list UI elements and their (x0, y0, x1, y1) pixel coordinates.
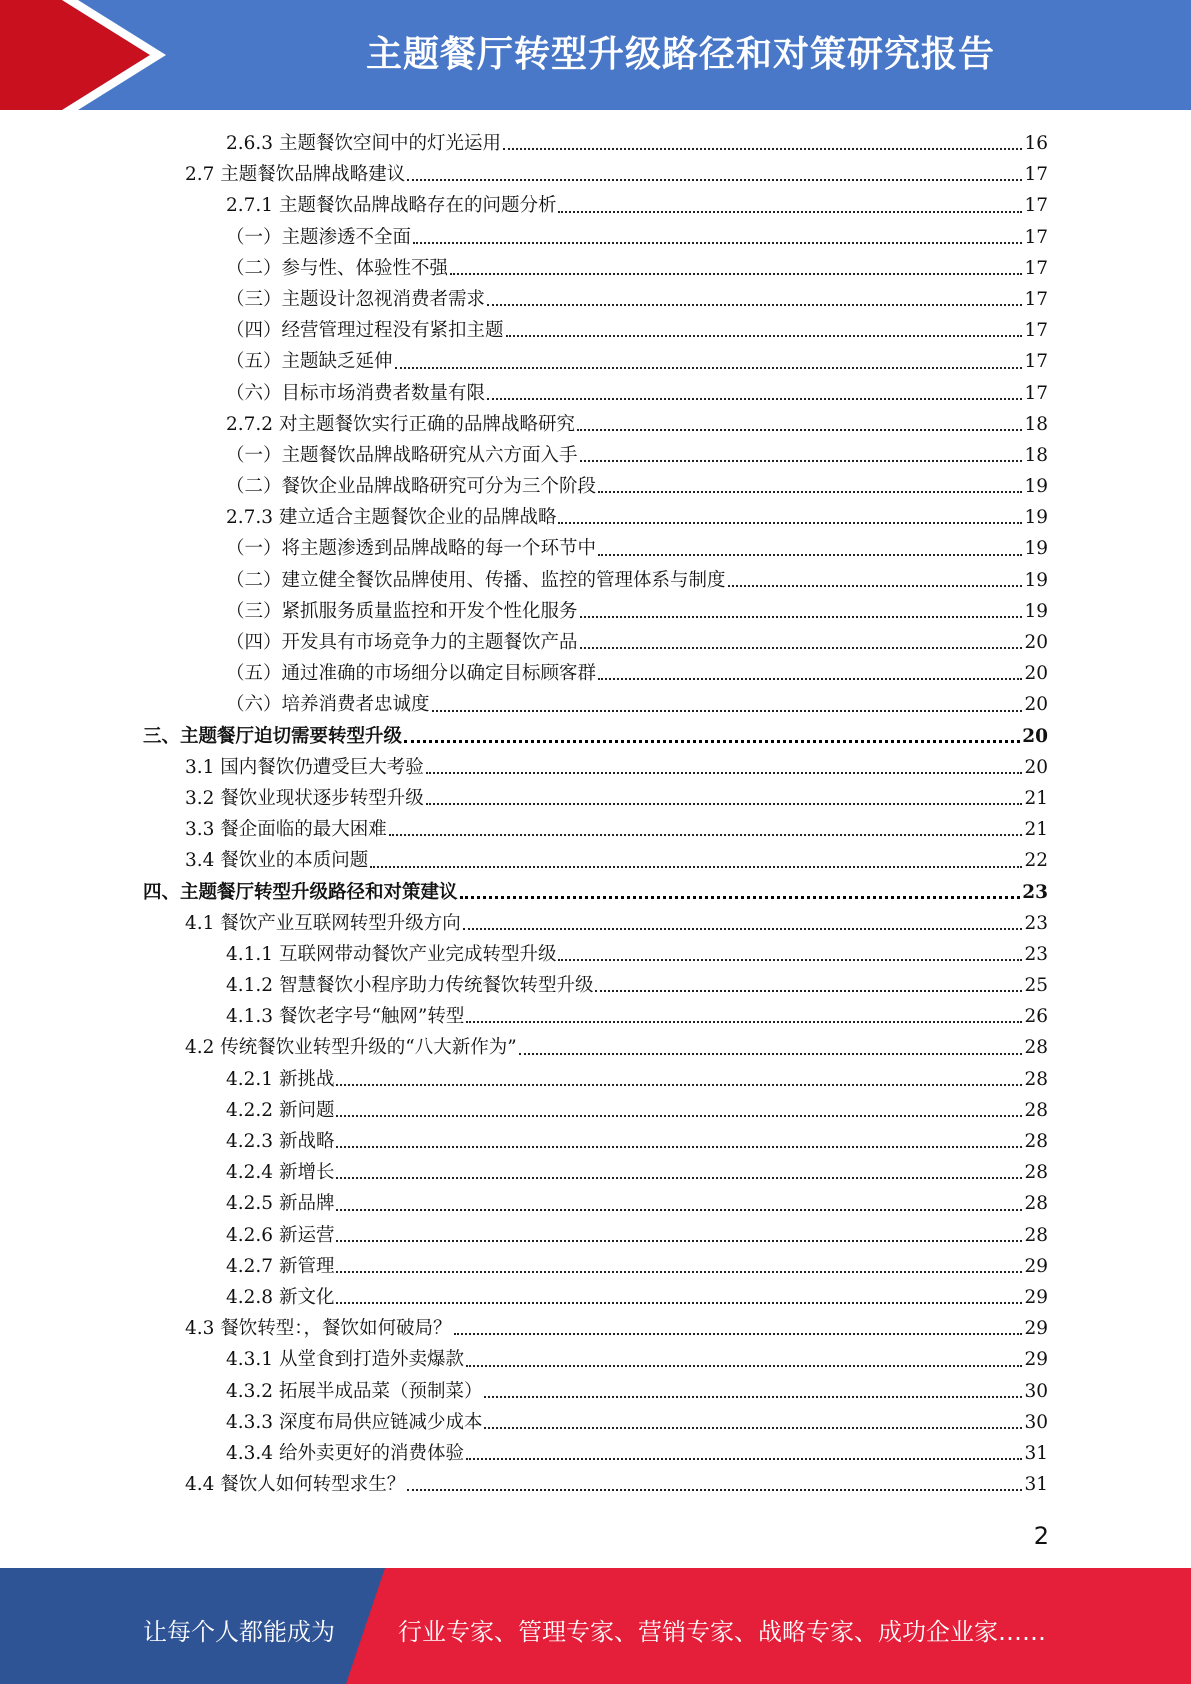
toc-dot-leader (506, 334, 1023, 337)
toc-dot-leader (466, 1457, 1022, 1460)
toc-entry-page: 23 (1024, 912, 1048, 934)
toc-entry-label: （一）主题餐饮品牌战略研究从六方面入手 (226, 444, 578, 466)
toc-entry-label: 4.2.7 新管理 (226, 1255, 335, 1277)
toc-entry-label: 2.6.3 主题餐饮空间中的灯光运用 (226, 133, 501, 154)
toc-dot-leader (487, 397, 1022, 400)
toc-dot-leader (413, 241, 1022, 244)
toc-dot-leader (580, 615, 1023, 618)
toc-entry[interactable] (0, 284, 1048, 315)
toc-entry-page: 28 (1024, 1068, 1048, 1090)
toc-entry[interactable] (0, 409, 1048, 440)
toc-entry-label: （六）目标市场消费者数量有限 (226, 382, 486, 404)
toc-entry-label: 4.2.3 新战略 (226, 1131, 335, 1152)
toc-dot-leader (484, 1395, 1022, 1398)
toc-entry-page: 18 (1024, 413, 1048, 435)
toc-entry-page: 17 (1024, 382, 1048, 404)
toc-dot-leader (728, 584, 1023, 587)
toc-entry-page: 17 (1024, 351, 1048, 373)
toc-entry[interactable] (0, 1344, 1048, 1375)
toc-dot-leader (558, 521, 1022, 524)
toc-entry[interactable] (0, 502, 1048, 533)
page-header (0, 0, 1191, 110)
toc-dot-leader (598, 553, 1022, 556)
toc-dot-leader (487, 303, 1022, 306)
toc-entry-page: 18 (1024, 444, 1048, 466)
toc-entry-label: 2.7 主题餐饮品牌战略建议 (185, 164, 406, 186)
toc-entry-label: 4.2.1 新挑战 (226, 1068, 335, 1090)
toc-entry-label: （四）经营管理过程没有紧扣主题 (226, 320, 504, 342)
toc-entry[interactable] (0, 253, 1048, 284)
toc-entry[interactable] (0, 1157, 1048, 1188)
toc-dot-leader (407, 1488, 1022, 1491)
toc-dot-leader (336, 1176, 1022, 1179)
toc-entry-page: 23 (1022, 881, 1048, 903)
toc-entry-label: 4.1.2 智慧餐饮小程序助力传统餐饮转型升级 (226, 975, 594, 997)
toc-entry-label: （五）主题缺乏延伸 (226, 351, 393, 373)
toc-entry[interactable] (0, 752, 1048, 783)
toc-entry[interactable] (0, 1001, 1048, 1032)
toc-dot-leader (336, 1145, 1022, 1148)
toc-entry-label: 2.7.2 对主题餐饮实行正确的品牌战略研究 (226, 413, 575, 435)
toc-entry-label: 4.2.2 新问题 (226, 1099, 335, 1121)
toc-entry-label: 4.2.5 新品牌 (226, 1193, 335, 1215)
toc-entry-page: 29 (1024, 1318, 1048, 1340)
toc-entry[interactable] (0, 1095, 1048, 1126)
toc-entry[interactable] (0, 1188, 1048, 1219)
toc-dot-leader (519, 1052, 1023, 1055)
toc-dot-leader (404, 739, 1020, 743)
toc-entry-page: 28 (1024, 1037, 1048, 1059)
toc-dot-leader (466, 1020, 1022, 1023)
toc-entry[interactable] (0, 1032, 1048, 1063)
toc-entry-page: 22 (1024, 850, 1048, 872)
toc-entry-page: 29 (1024, 1349, 1048, 1371)
toc-entry[interactable] (0, 1126, 1048, 1157)
toc-entry-label: 4.1 餐饮产业互联网转型升级方向 (185, 912, 461, 934)
toc-dot-leader (389, 833, 1023, 836)
report-title: 主题餐厅转型升级路径和对策研究报告 (365, 34, 995, 75)
toc-entry[interactable] (0, 721, 1048, 752)
footer-slogan: 让每个人都能成为 (143, 1618, 335, 1646)
toc-entry-page: 28 (1024, 1131, 1048, 1152)
toc-entry-page: 16 (1024, 133, 1048, 154)
toc-entry-page: 17 (1024, 164, 1048, 186)
toc-entry-page: 19 (1024, 476, 1048, 498)
toc-entry[interactable] (0, 128, 1048, 159)
toc-dot-leader (336, 1270, 1022, 1273)
toc-entry-label: 4.2 传统餐饮业转型升级的“八大新作为” (185, 1037, 517, 1059)
toc-entry-page: 20 (1024, 632, 1048, 653)
toc-entry-label: 4.2.8 新文化 (226, 1286, 335, 1308)
toc-entry-label: （一）将主题渗透到品牌战略的每一个环节中 (226, 538, 597, 560)
toc-entry-page: 17 (1024, 288, 1048, 310)
toc-dot-leader (580, 459, 1023, 462)
toc-entry-label: 4.2.4 新增长 (226, 1162, 335, 1184)
toc-entry-page: 17 (1024, 320, 1048, 342)
toc-entry-label: （三）主题设计忽视消费者需求 (226, 288, 486, 310)
toc-entry-page: 26 (1024, 1006, 1048, 1028)
toc-entry[interactable] (0, 939, 1048, 970)
toc-entry-page: 20 (1022, 725, 1048, 747)
toc-dot-leader (336, 1239, 1022, 1242)
toc-entry-page: 20 (1024, 663, 1048, 685)
toc-entry-label: 4.2.6 新运营 (226, 1224, 335, 1246)
toc-entry-label: 3.1 国内餐饮仍遭受巨大考验 (185, 756, 424, 778)
toc-entry[interactable] (0, 658, 1048, 689)
toc-entry-page: 29 (1024, 1255, 1048, 1277)
toc-entry-label: （二）餐饮企业品牌战略研究可分为三个阶段 (226, 476, 597, 498)
toc-entry-page: 21 (1024, 787, 1048, 809)
toc-dot-leader (454, 1332, 1023, 1335)
toc-dot-leader (463, 927, 1023, 930)
toc-entry[interactable] (0, 627, 1048, 658)
toc-entry-page: 20 (1024, 756, 1048, 778)
toc-entry-label: 3.4 餐饮业的本质问题 (185, 850, 369, 872)
toc-entry[interactable] (0, 222, 1048, 253)
toc-dot-leader (336, 1083, 1022, 1086)
toc-entry[interactable] (0, 1376, 1048, 1407)
toc-entry-page: 31 (1024, 1474, 1048, 1496)
toc-entry-page: 21 (1024, 819, 1048, 841)
toc-entry-label: 4.4 餐饮人如何转型求生？ (185, 1474, 406, 1496)
toc-entry-label: （二）参与性、体验性不强 (226, 257, 449, 279)
toc-entry-label: 4.3.2 拓展半成品菜（预制菜） (226, 1380, 483, 1402)
toc-entry[interactable] (0, 1220, 1048, 1251)
toc-entry[interactable] (0, 159, 1048, 190)
toc-entry-label: 4.3.4 给外卖更好的消费体验 (226, 1442, 464, 1464)
toc-entry[interactable] (0, 533, 1048, 564)
toc-entry-label: 4.1.3 餐饮老字号“触网”转型 (226, 1006, 465, 1028)
toc-entry[interactable] (0, 1282, 1048, 1313)
toc-entry-label: 2.7.1 主题餐饮品牌战略存在的问题分析 (226, 195, 557, 217)
toc-entry[interactable] (0, 689, 1048, 720)
toc-dot-leader (336, 1301, 1022, 1304)
page-number: 2 (1033, 1522, 1049, 1550)
toc-entry-page: 19 (1024, 507, 1048, 529)
toc-dot-leader (598, 490, 1022, 493)
toc-entry[interactable] (0, 565, 1048, 596)
toc-entry[interactable] (0, 346, 1048, 377)
toc-entry-label: 4.3.1 从堂食到打造外卖爆款 (226, 1349, 464, 1371)
toc-dot-leader (558, 958, 1022, 961)
toc-entry[interactable] (0, 440, 1048, 471)
toc-dot-leader (336, 1208, 1022, 1211)
toc-entry-page: 29 (1024, 1286, 1048, 1308)
toc-dot-leader (370, 865, 1022, 868)
toc-dot-leader (598, 677, 1022, 680)
toc-entry-page: 30 (1024, 1411, 1048, 1433)
toc-entry-page: 28 (1024, 1162, 1048, 1184)
footer-tagline: 行业专家、管理专家、营销专家、战略专家、成功企业家…… (398, 1618, 1046, 1646)
toc-entry[interactable] (0, 970, 1048, 1001)
toc-entry-label: 3.3 餐企面临的最大困难 (185, 819, 387, 841)
header-chevron-decoration (0, 0, 200, 110)
toc-entry-page: 17 (1024, 195, 1048, 217)
toc-entry-page: 19 (1024, 538, 1048, 560)
toc-dot-leader (466, 1364, 1022, 1367)
toc-dot-leader (503, 147, 1022, 150)
toc-dot-leader (580, 646, 1023, 649)
toc-dot-leader (595, 989, 1022, 992)
toc-entry-label: （六）培养消费者忠诚度 (226, 694, 430, 716)
toc-entry[interactable] (0, 814, 1048, 845)
toc-dot-leader (336, 1114, 1022, 1117)
toc-dot-leader (558, 210, 1022, 213)
toc-entry-page: 28 (1024, 1099, 1048, 1121)
toc-entry-page: 17 (1024, 226, 1048, 248)
toc-dot-leader (577, 428, 1022, 431)
toc-entry-label: （四）开发具有市场竞争力的主题餐饮产品 (226, 632, 578, 653)
page-footer (0, 1568, 1191, 1684)
toc-entry-page: 19 (1024, 569, 1048, 591)
toc-entry-label: 4.3.3 深度布局供应链减少成本 (226, 1411, 483, 1433)
toc-entry-page: 25 (1024, 975, 1048, 997)
toc-entry[interactable] (0, 1407, 1048, 1438)
toc-entry[interactable] (0, 1469, 1048, 1500)
toc-dot-leader (407, 178, 1022, 181)
toc-entry-label: （三）紧抓服务质量监控和开发个性化服务 (226, 600, 578, 622)
toc-entry-page: 20 (1024, 694, 1048, 716)
toc-entry[interactable] (0, 378, 1048, 409)
toc-entry[interactable] (0, 190, 1048, 221)
toc-entry-label: （五）通过准确的市场细分以确定目标顾客群 (226, 663, 597, 685)
toc-dot-leader (432, 709, 1023, 712)
toc-entry[interactable] (0, 596, 1048, 627)
toc-dot-leader (460, 895, 1021, 899)
toc-dot-leader (426, 771, 1023, 774)
toc-entry-label: 四、主题餐厅转型升级路径和对策建议 (143, 881, 458, 903)
toc-entry[interactable] (0, 1251, 1048, 1282)
toc-entry[interactable] (0, 845, 1048, 876)
toc-entry[interactable] (0, 471, 1048, 502)
toc-entry[interactable] (0, 315, 1048, 346)
toc-entry-label: （一）主题渗透不全面 (226, 226, 412, 248)
toc-entry[interactable] (0, 908, 1048, 939)
toc-entry-page: 31 (1024, 1442, 1048, 1464)
toc-dot-leader (426, 802, 1023, 805)
toc-entry-label: 4.1.1 互联网带动餐饮产业完成转型升级 (226, 943, 557, 965)
toc-dot-leader (484, 1426, 1022, 1429)
toc-entry-page: 28 (1024, 1224, 1048, 1246)
toc-entry-page: 19 (1024, 600, 1048, 622)
toc-entry-page: 28 (1024, 1193, 1048, 1215)
toc-entry[interactable] (0, 783, 1048, 814)
toc-entry[interactable] (0, 1438, 1048, 1469)
toc-entry[interactable] (0, 1064, 1048, 1095)
table-of-contents (0, 128, 1191, 1500)
toc-entry-label: 3.2 餐饮业现状逐步转型升级 (185, 787, 424, 809)
toc-entry-label: 4.3 餐饮转型：，餐饮如何破局？ (185, 1318, 452, 1340)
toc-entry-label: （二）建立健全餐饮品牌使用、传播、监控的管理体系与制度 (226, 569, 726, 591)
toc-entry-page: 30 (1024, 1380, 1048, 1402)
toc-entry[interactable] (0, 1313, 1048, 1344)
toc-entry-label: 三、主题餐厅迫切需要转型升级 (143, 725, 403, 747)
toc-dot-leader (395, 366, 1023, 369)
toc-entry-label: 2.7.3 建立适合主题餐饮企业的品牌战略 (226, 507, 557, 529)
toc-entry-page: 23 (1024, 943, 1048, 965)
toc-dot-leader (450, 272, 1022, 275)
toc-entry-page: 17 (1024, 257, 1048, 279)
toc-entry[interactable] (0, 877, 1048, 908)
